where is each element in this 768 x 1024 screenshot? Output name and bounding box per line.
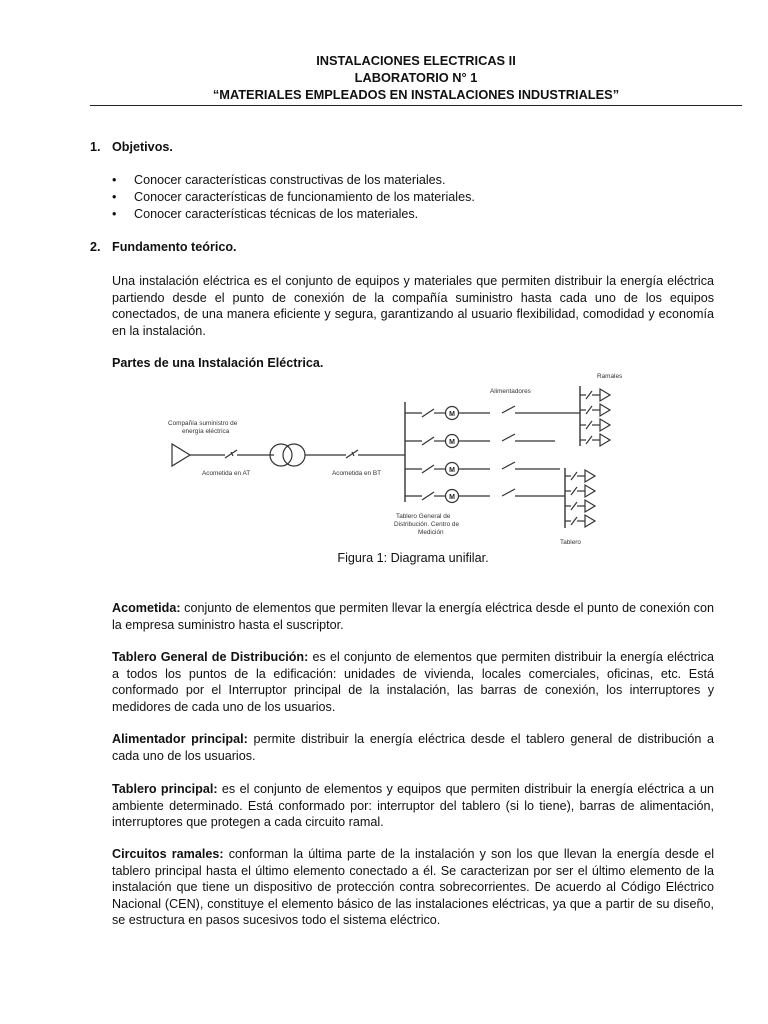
- lab-number: LABORATORIO N° 1: [354, 70, 478, 85]
- definition-tablero-principal: [112, 781, 714, 831]
- definition-term: Tablero General de Distribución:: [112, 650, 309, 664]
- meter-label: M: [449, 467, 455, 474]
- intro-paragraph: Una instalación eléctrica es el conjunto de equipos y materiales que permiten distribuir la energía eléctrica partiendo desde el punto de conexión de la compañía suministro hasta cada uno de los equipos conectados, de una manera eficiente y segura, garantizando al usuario flexibilidad, comodidad y economía en la instalación.: [112, 274, 714, 338]
- ramales-label: Ramales: [597, 373, 623, 380]
- feeder-2: [405, 434, 555, 448]
- definition-text: es el conjunto de elementos que permiten distribuir la energía eléctrica a todos los puntos de la edificación: unidades de vivienda, locales comerciales, oficinas, etc. Está conformado por el Interruptor principal de la instalación, las barras de conexión, los interruptores y medidores de cada uno de los usuarios.: [112, 650, 714, 714]
- definition-term: Tablero principal:: [112, 782, 218, 796]
- section-objetivos-heading: 1. Objetivos.: [90, 140, 173, 154]
- definition-term: Acometida:: [112, 601, 181, 615]
- meter-label: M: [449, 494, 455, 501]
- definition-text: conjunto de elementos que permiten llevar la energía eléctrica desde el punto de conexión con la empresa suministro hasta el suscriptor.: [112, 601, 714, 632]
- single-line-diagram: [160, 368, 630, 548]
- supplier-label: energía eléctrica: [182, 428, 230, 435]
- definition-circuitos-ramales: [112, 846, 714, 929]
- meter-label: M: [449, 439, 455, 446]
- lab-title: “MATERIALES EMPLEADOS EN INSTALACIONES INDUSTRIALES”: [212, 87, 620, 102]
- feeder-4: [405, 489, 565, 503]
- definition-text: conforman la última parte de la instalación y son los que llevan la energía desde el tablero principal hasta el último elemento conectado a él. Se caracterizan por ser el último elemento de la instalación que tiene un dispositivo de protección contra sobrecorrientes. De acuerdo al Código Eléctrico Nacional (CEN), constituye el elemento básico de las instalaciones eléctricas, ya que a partir de su diseño, se estructura en pasos sucesivos todo el sistema eléctrico.: [112, 847, 715, 928]
- definition-text: permite distribuir la energía eléctrica desde el tablero general de distribución a cada uno de los usuarios.: [112, 732, 714, 763]
- feeder-1: [405, 406, 580, 420]
- branch-panel-upper: [580, 386, 610, 446]
- definition-acometida: [112, 600, 714, 633]
- definition-term: Circuitos ramales:: [112, 847, 224, 861]
- document-header: [90, 52, 742, 103]
- header-divider: [90, 105, 742, 106]
- definition-term: Alimentador principal:: [112, 732, 248, 746]
- tablero-general-label: Medición: [418, 529, 444, 536]
- section-title: Objetivos.: [112, 140, 173, 154]
- meter-label: M: [449, 411, 455, 418]
- section-title: Fundamento teórico.: [112, 240, 237, 254]
- tablero-general-label: Distribución. Centro de: [394, 521, 460, 528]
- definition-tablero-general: [112, 649, 714, 715]
- feeder-3: [405, 462, 560, 476]
- alimentadores-label: Alimentadores: [490, 388, 531, 395]
- acometida-bt-label: Acometida en BT: [332, 470, 382, 477]
- supplier-label: Compañía suministro de: [168, 420, 238, 427]
- acometida-at-label: Acometida en AT: [202, 470, 251, 477]
- supply-source-symbol: [172, 444, 190, 466]
- subheading-partes: Partes de una Instalación Eléctrica.: [112, 356, 324, 370]
- objectives-list: [112, 172, 475, 223]
- list-item: • Conocer características de funcionamiento de los materiales.: [112, 189, 475, 206]
- course-title: INSTALACIONES ELECTRICAS II: [316, 53, 516, 68]
- definition-alimentador: [112, 731, 714, 764]
- definition-text: es el conjunto de elementos y equipos que permiten distribuir la energía eléctrica a un ambiente determinado. Está conformado por: interruptor del tablero (si lo tiene), barras de alimentación, interruptores que protegen a cada circuito ramal.: [112, 782, 714, 830]
- tablero-general-label: Tablero General de: [396, 513, 451, 520]
- figure-caption: Figura 1: Diagrama unifilar.: [337, 551, 489, 565]
- list-item: • Conocer características técnicas de los materiales.: [112, 206, 475, 223]
- tablero-label: Tablero: [560, 539, 581, 546]
- list-item: • Conocer características constructivas de los materiales.: [112, 172, 475, 189]
- branch-panel-lower: [565, 468, 595, 528]
- transformer-secondary: [283, 444, 305, 466]
- section-fundamento-heading: 2. Fundamento teórico.: [90, 240, 237, 254]
